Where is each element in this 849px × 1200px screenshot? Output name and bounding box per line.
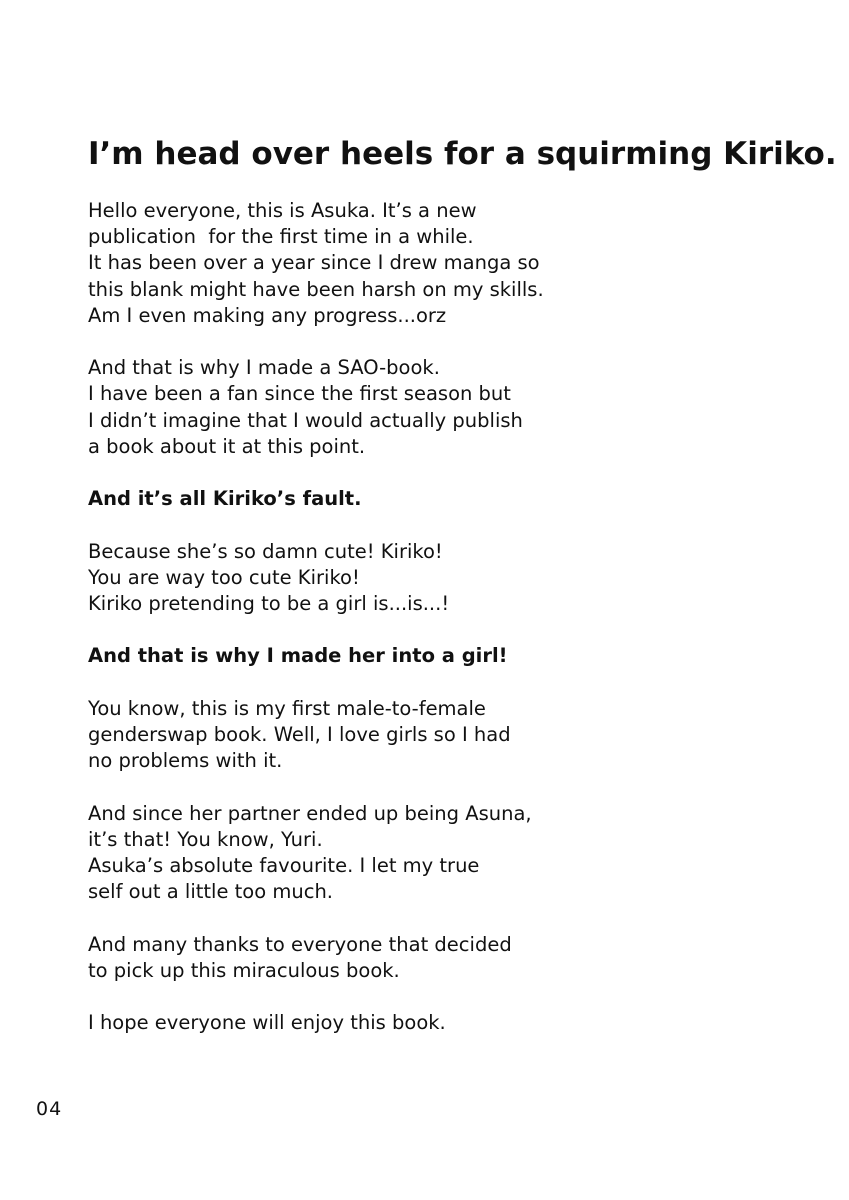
text-line: it’s that! You know, Yuri. [88, 827, 323, 851]
paragraph [88, 1010, 788, 1036]
text-line: I hope everyone will enjoy this book. [88, 1011, 446, 1035]
paragraph [88, 696, 788, 775]
paragraph [88, 932, 788, 984]
text-line: Asuka’s absolute favourite. I let my true [88, 853, 480, 877]
text-line: And since her partner ended up being Asuna, [88, 801, 532, 825]
paragraph [88, 801, 788, 906]
text-line: And it’s all Kiriko’s fault. [88, 487, 362, 511]
text-line: You know, this is my first male-to-female [88, 696, 486, 720]
text-line: genderswap book. Well, I love girls so I had [88, 722, 511, 746]
paragraph [88, 198, 788, 329]
text-line: to pick up this miraculous book. [88, 958, 400, 982]
text-line: Am I even making any progress...orz [88, 303, 447, 327]
emphasis-paragraph [88, 643, 788, 669]
text-line: I have been a fan since the first season but [88, 382, 511, 406]
text-line: And that is why I made her into a girl! [88, 644, 508, 668]
text-line: It has been over a year since I drew manga so [88, 251, 540, 275]
text-line: publication for the first time in a while. [88, 225, 474, 249]
text-line: Because she’s so damn cute! Kiriko! [88, 539, 443, 563]
paragraph [88, 355, 788, 460]
text-line: Kiriko pretending to be a girl is...is...! [88, 592, 450, 615]
paragraph [88, 539, 788, 618]
text-line: You are way too cute Kiriko! [88, 565, 360, 589]
text-line: I didn’t imagine that I would actually publish [88, 408, 523, 432]
afterword-body [88, 198, 788, 1063]
page-title: I’m head over heels for a squirming Kiriko. [88, 136, 837, 172]
text-line: no problems with it. [88, 749, 283, 773]
text-line: this blank might have been harsh on my skills. [88, 277, 544, 301]
text-line: And many thanks to everyone that decided [88, 932, 512, 956]
text-line: Hello everyone, this is Asuka. It’s a new [88, 199, 477, 222]
emphasis-paragraph [88, 486, 788, 512]
text-line: And that is why I made a SAO-book. [88, 356, 440, 380]
text-line: a book about it at this point. [88, 434, 366, 458]
text-line: self out a little too much. [88, 880, 333, 904]
page-number: 04 [36, 1098, 63, 1120]
